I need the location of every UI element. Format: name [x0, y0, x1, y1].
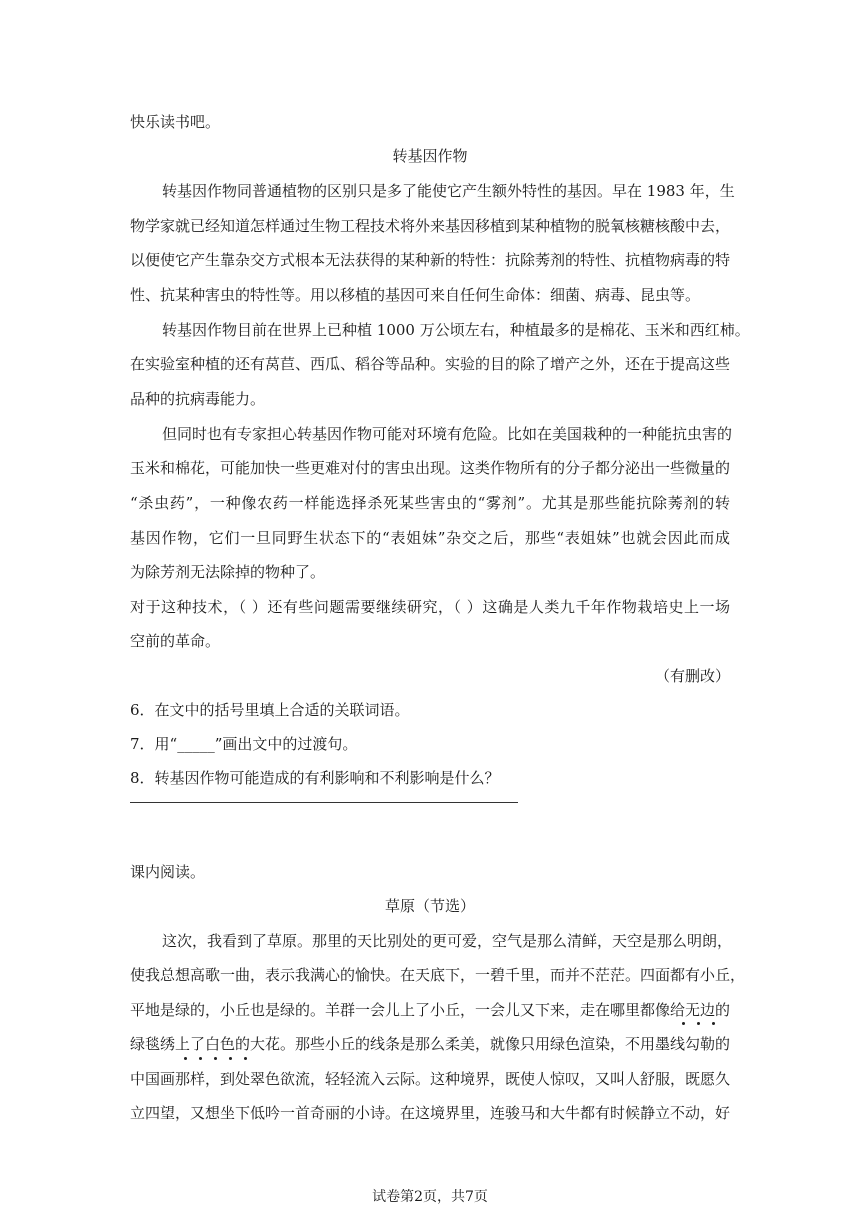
passage-line: 平地是绿的，小丘也是绿的。羊群一会儿上了小丘，一会儿又下来，走在哪里都像给无边的	[130, 1001, 731, 1019]
section-label: 课内阅读。	[130, 863, 206, 881]
emphasis-dots	[676, 1022, 736, 1030]
passage-title: 转基因作物	[392, 147, 468, 165]
passage-title-2: 草原（节选）	[384, 897, 475, 915]
passage-line: 以便使它产生靠杂交方式根本无法获得的某种新的特性：抗除莠剂的特性、抗植物病毒的特	[130, 251, 731, 269]
emphasis-dot	[199, 1057, 202, 1060]
emphasis-dot	[697, 1022, 700, 1025]
page-footer: 试卷第2页，共7页	[372, 1189, 488, 1205]
passage-line: 但同时也有专家担心转基因作物可能对环境有危险。比如在美国栽种的一种能抗虫害的	[162, 425, 733, 443]
passage-line: 转基因作物目前在世界上已种植 1000 万公顷左右，种植最多的是棉花、玉米和西红柿。	[162, 321, 750, 339]
section-intro: 快乐读书吧。	[130, 113, 221, 131]
question-6: 6．在文中的括号里填上合适的关联词语。	[130, 701, 410, 719]
emphasis-dot	[682, 1022, 685, 1025]
passage-line: “杀虫药”，一种像农药一样能选择杀死某些害虫的“雾剂”。尤其是那些能抗除莠剂的转	[130, 494, 730, 512]
passage-line: 基因作物，它们一旦同野生状态下的“表姐妹”杂交之后，那些“表姐妹”也就会因此而成	[130, 529, 730, 547]
emphasis-dot	[184, 1057, 187, 1060]
emphasis-dot	[244, 1057, 247, 1060]
passage-line: 使我总想高歌一曲，表示我满心的愉快。在天底下，一碧千里，而并不茫茫。四面都有小丘，	[130, 966, 746, 984]
passage-line: 空前的革命。	[130, 632, 221, 650]
passage-line: 中国画那样，到处翠色欲流，轻轻流入云际。这种境界，既使人惊叹，又叫人舒服，既愿久	[130, 1070, 731, 1088]
question-8: 8．转基因作物可能造成的有利影响和不利影响是什么？	[130, 769, 500, 787]
emphasis-dot	[229, 1057, 232, 1060]
passage-line: 这次，我看到了草原。那里的天比别处的更可爱，空气是那么清鲜，天空是那么明朗，	[162, 932, 733, 950]
passage-line: 性、抗某种害虫的特性等。用以移植的基因可来自任何生命体：细菌、病毒、昆虫等。	[130, 286, 701, 304]
passage-line: 物学家就已经知道怎样通过生物工程技术将外来基因移植到某种植物的脱氧核糖核酸中去，	[130, 217, 731, 235]
passage-line: 对于这种技术，（ ）还有些问题需要继续研究，（ ）这确是人类九千年作物栽培史上一场	[130, 598, 730, 616]
source-note: （有删改）	[654, 667, 730, 685]
emphasis-dot	[712, 1022, 715, 1025]
emphasis-dots	[178, 1057, 298, 1065]
passage-line: 立四望，又想坐下低吟一首奇丽的小诗。在这境界里，连骏马和大牛都有时候静立不动，好	[130, 1104, 731, 1122]
emphasis-dot	[214, 1057, 217, 1060]
answer-line[interactable]	[130, 802, 518, 803]
passage-line: 绿毯绣上了白色的大花。那些小丘的线条是那么柔美，就像只用绿色渲染，不用墨线勾勒的	[130, 1035, 731, 1053]
passage-line: 品种的抗病毒能力。	[130, 390, 266, 408]
passage-line: 转基因作物同普通植物的区别只是多了能使它产生额外特性的基因。早在 1983 年，生	[162, 182, 735, 200]
passage-line: 玉米和棉花，可能加快一些更难对付的害虫出现。这类作物所有的分子都分泌出一些微量的	[130, 459, 731, 477]
question-7: 7．用“_____”画出文中的过渡句。	[130, 735, 358, 753]
passage-line: 为除芳剂无法除掉的物种了。	[130, 563, 326, 581]
passage-line: 在实验室种植的还有莴苣、西瓜、稻谷等品种。实验的目的除了增产之外，还在于提高这些	[130, 355, 731, 373]
